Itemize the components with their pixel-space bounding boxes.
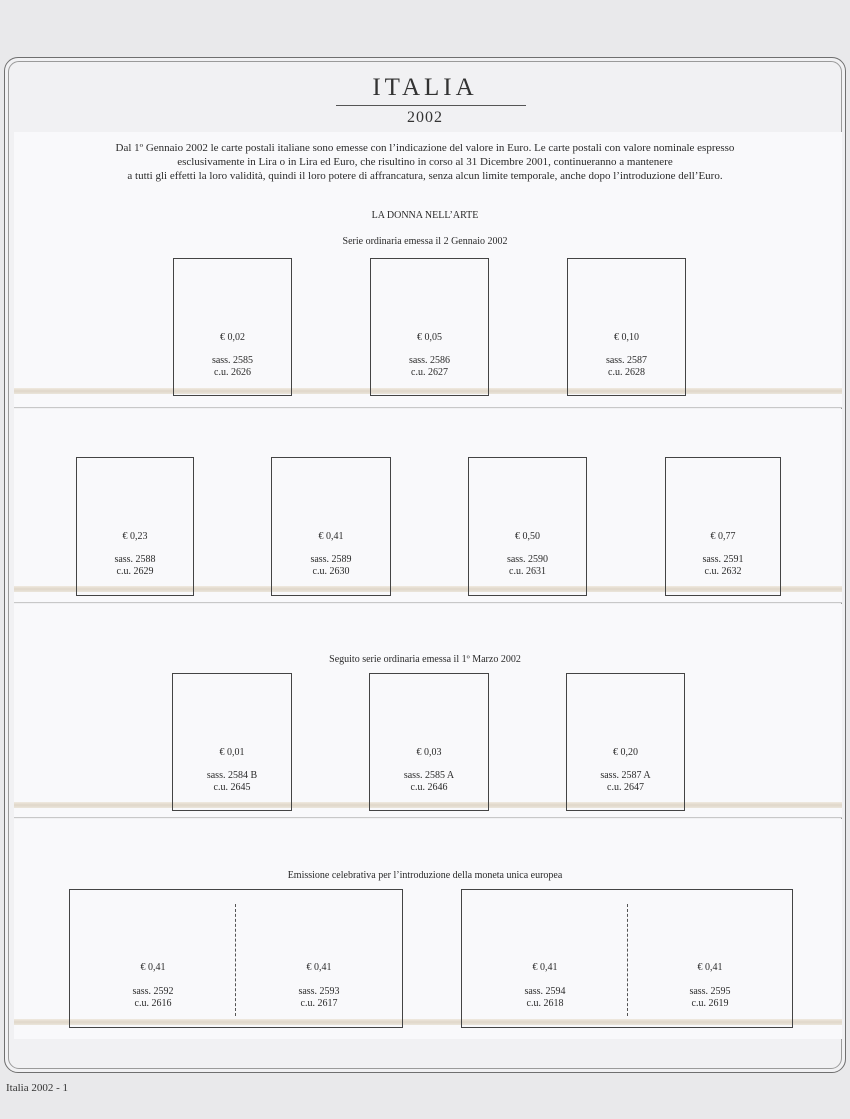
face-value: € 0,23: [122, 531, 148, 542]
strip-separator: [14, 817, 842, 818]
stamp-mount[interactable]: [665, 457, 781, 596]
stamp-pair-mount[interactable]: [69, 889, 403, 1028]
notice-line: Dal 1º Gennaio 2002 le carte postali italiane sono emesse con l’indicazione del valore in Euro. Le carte postali con valore nominale espresso: [115, 142, 735, 154]
sassone-number: sass. 2587: [605, 355, 648, 366]
sassone-number: sass. 2590: [506, 554, 549, 565]
pair-stamp-left: [70, 890, 236, 1027]
sassone-number: sass. 2584 B: [206, 770, 258, 781]
face-value: € 0,20: [613, 747, 638, 758]
face-value: € 0,41: [306, 962, 332, 973]
face-value: € 0,41: [697, 962, 723, 973]
stamp-mount[interactable]: [172, 673, 292, 811]
sassone-number: sass. 2585 A: [403, 770, 455, 781]
pair-stamp-left: [462, 890, 628, 1027]
catalog-number: c.u. 2632: [704, 566, 742, 577]
sassone-number: sass. 2592: [132, 986, 174, 997]
issue-caption: Emissione celebrativa per l’introduzione della moneta unica europea: [287, 870, 563, 881]
catalog-number: c.u. 2626: [214, 367, 251, 378]
catalog-number: c.u. 2627: [411, 367, 448, 378]
page-footer: Italia 2002 - 1: [6, 1082, 69, 1094]
catalog-number: c.u. 2645: [213, 782, 251, 793]
sassone-number: sass. 2588: [114, 554, 156, 565]
sassone-number: sass. 2589: [310, 554, 352, 565]
page-year: 2002: [407, 109, 443, 126]
sassone-number: sass. 2585: [211, 355, 254, 366]
issue-caption: Seguito serie ordinaria emessa il 1º Marzo 2002: [329, 654, 521, 665]
stamp-mount[interactable]: [173, 258, 292, 396]
face-value: € 0,41: [318, 531, 344, 542]
stamp-mount[interactable]: [271, 457, 391, 596]
sassone-number: sass. 2586: [408, 355, 451, 366]
issue-caption: Serie ordinaria emessa il 2 Gennaio 2002: [342, 236, 508, 247]
sassone-number: sass. 2595: [689, 986, 731, 997]
series-title: LA DONNA NELL’ARTE: [371, 210, 479, 221]
catalog-number: c.u. 2617: [300, 998, 338, 1009]
catalog-number: c.u. 2616: [134, 998, 172, 1009]
stamp-pair-mount[interactable]: [461, 889, 793, 1028]
strip-separator: [14, 602, 842, 603]
face-value: € 0,01: [219, 747, 245, 758]
page-title: ITALIA: [372, 74, 478, 101]
stamp-mount[interactable]: [468, 457, 587, 596]
stamp-mount[interactable]: [369, 673, 489, 811]
catalog-number: c.u. 2629: [116, 566, 154, 577]
stamp-mount[interactable]: [566, 673, 685, 811]
catalog-number: c.u. 2619: [691, 998, 729, 1009]
face-value: € 0,05: [417, 332, 442, 343]
face-value: € 0,03: [416, 747, 442, 758]
euro-notice: [60, 141, 790, 183]
face-value: € 0,10: [614, 332, 639, 343]
sassone-number: sass. 2591: [702, 554, 744, 565]
sassone-number: sass. 2594: [524, 986, 566, 997]
catalog-number: c.u. 2618: [526, 998, 564, 1009]
sassone-number: sass. 2587 A: [600, 770, 651, 781]
sassone-number: sass. 2593: [298, 986, 340, 997]
notice-line: a tutti gli effetti la loro validità, quindi il loro potere di affrancatura, senza alcun limite temporale, anche dopo l’introduzione dell’Euro.: [127, 170, 723, 182]
stamp-mount[interactable]: [76, 457, 194, 596]
catalog-number: c.u. 2630: [312, 566, 350, 577]
face-value: € 0,41: [532, 962, 558, 973]
catalog-number: c.u. 2647: [607, 782, 644, 793]
stamp-mount[interactable]: [567, 258, 686, 396]
face-value: € 0,50: [515, 531, 540, 542]
strip-separator: [14, 407, 842, 408]
face-value: € 0,77: [710, 531, 736, 542]
catalog-number: c.u. 2631: [509, 566, 546, 577]
face-value: € 0,02: [220, 332, 245, 343]
face-value: € 0,41: [140, 962, 166, 973]
stamp-mount[interactable]: [370, 258, 489, 396]
title-rule: [336, 105, 526, 106]
notice-line: esclusivamente in Lira o in Lira ed Euro, che risultino in corso al 31 Dicembre 2001, continueranno a mantenere: [177, 156, 673, 168]
pair-stamp-right: [236, 890, 402, 1027]
catalog-number: c.u. 2628: [608, 367, 645, 378]
catalog-number: c.u. 2646: [410, 782, 448, 793]
pair-stamp-right: [628, 890, 792, 1027]
